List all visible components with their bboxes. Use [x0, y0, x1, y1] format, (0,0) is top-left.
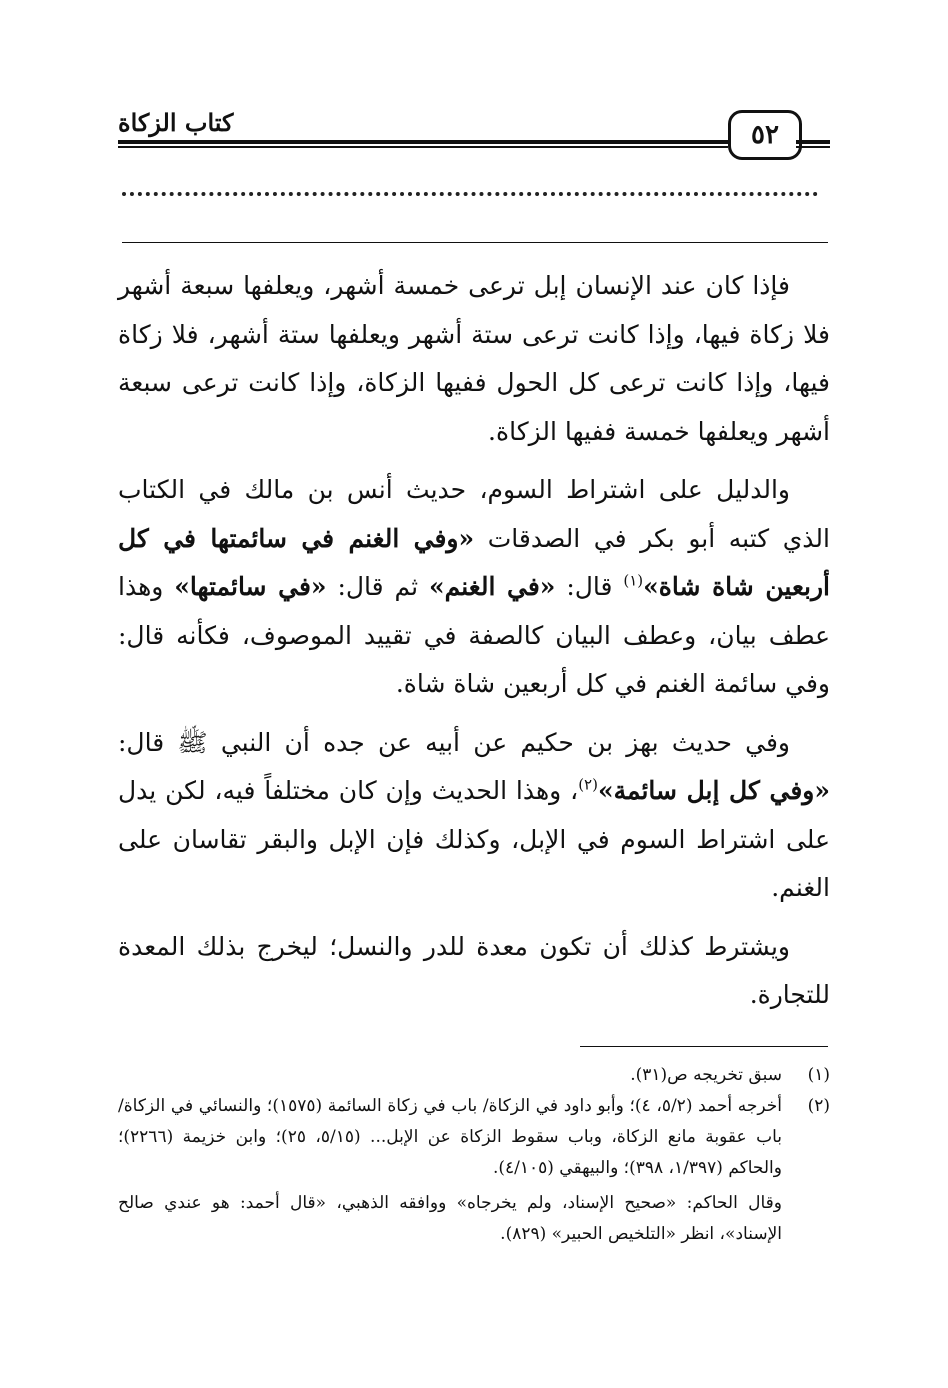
footnotes: [118, 1060, 830, 1250]
footnote-ref: (٢): [578, 775, 598, 794]
footnote-number: (١): [807, 1065, 830, 1085]
paragraph-3: [118, 719, 830, 913]
paragraph-4: ويشترط كذلك أن تكون معدة للدر والنسل؛ ليخرج بذلك المعدة للتجارة.: [118, 931, 830, 1009]
header-rule: [118, 140, 728, 148]
hadith-quote: «في الغنم»: [428, 572, 556, 601]
footnote-2-continuation: وقال الحاكم: «صحيح الإسناد، ولم يخرجاه» ووافقه الذهبي، «قال أحمد: هو عندي صالح الإسناد»، انظر «التلخيص الحبير» (٨٢٩).: [118, 1193, 782, 1244]
text-run: والدليل على اشتراط السوم، حديث أنس بن مالك في الكتاب الذي كتبه أبو بكر في الصدقات: [118, 475, 830, 553]
paragraph-2: [118, 466, 830, 709]
paragraph-1: فإذا كان عند الإنسان إبل ترعى خمسة أشهر، ويعلفها سبعة أشهر فلا زكاة فيها، وإذا كانت ترعى ستة أشهر ويعلفها ستة أشهر، فلا زكاة فيها، وإذا كانت ترعى كل الحول ففيها الزكاة، وإذا كانت ترعى سبعة أشهر ويعلفها خمسة ففيها الزكاة.: [118, 271, 830, 446]
page-number: ٥٢: [728, 110, 802, 160]
hadith-quote: «في سائمتها»: [174, 572, 327, 601]
footnote-text: سبق تخريجه ص(٣١).: [630, 1065, 782, 1085]
footnote-ref: (١): [623, 571, 644, 590]
hadith-quote: «وفي كل إبل سائمة»: [597, 776, 830, 805]
footnote-2: [118, 1091, 830, 1184]
main-text: [118, 262, 830, 1030]
text-run: وفي حديث بهز بن حكيم عن أبيه عن جده أن النبي ﷺ قال:: [118, 727, 790, 757]
text-run: ثم قال:: [326, 572, 429, 601]
text-run: وهذا عطف بيان، وعطف البيان كالصفة في تقييد الموصوف، فكأنه قال: وفي سائمة الغنم في كل أربعين شاة شاة.: [118, 572, 830, 698]
footnote-number: (٢): [807, 1096, 830, 1116]
dotted-separator: [122, 192, 818, 216]
header-rule-right: [796, 140, 830, 148]
footnote-divider: [580, 1046, 828, 1047]
book-title: كتاب الزكاة: [118, 108, 234, 137]
hadith-quote: «وفي الغنم في سائمتها في كل أربعين شاة شاة»: [118, 523, 830, 601]
page-header: [118, 100, 830, 170]
footnote-text: أخرجه أحمد (٥/٢، ٤)؛ وأبو داود في الزكاة/ باب في زكاة السائمة (١٥٧٥)؛ والنسائي في الزكاة/ باب عقوبة مانع الزكاة، وباب سقوط الزكاة عن الإبل... (٥/١٥، ٢٥)؛ وابن خزيمة (٢٢٦٦)؛ والحاكم (١/٣٩٧، ٣٩٨)؛ والبيهقي (٤/١٠٥).: [118, 1096, 782, 1178]
text-run: ، وهذا الحديث وإن كان مختلفاً فيه، لكن يدل على اشتراط السوم في الإبل، وكذلك فإن الإبل والبقر تقاسان على الغنم.: [118, 776, 830, 902]
footnote-1: [118, 1060, 830, 1091]
top-divider: [122, 242, 828, 243]
text-run: قال:: [555, 572, 624, 601]
